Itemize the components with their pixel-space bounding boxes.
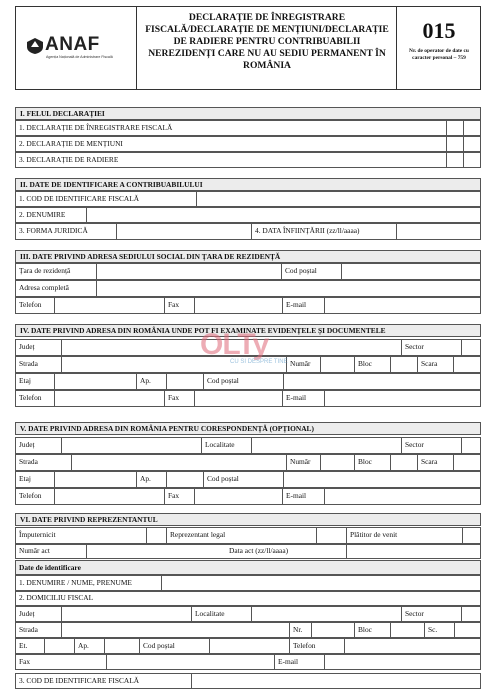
fax-label: Fax xyxy=(164,391,194,406)
representative-type-row xyxy=(15,527,481,544)
postal-code-label: Cod poștal xyxy=(139,639,209,653)
address-field[interactable] xyxy=(96,281,480,296)
rep-cif-field[interactable] xyxy=(191,674,480,688)
empowered-check[interactable] xyxy=(146,528,166,543)
email-label: E-mail xyxy=(282,391,324,406)
logo-cell xyxy=(15,6,137,90)
section-1-title: I. FELUL DECLARAȚIEI xyxy=(15,107,481,120)
stair-label: Scara xyxy=(417,357,453,372)
email-field[interactable] xyxy=(324,298,480,313)
stair-field[interactable] xyxy=(453,455,480,470)
rep-address-street-row xyxy=(15,622,481,638)
street-label: Strada xyxy=(19,625,38,634)
corr-address-street-row xyxy=(15,454,481,471)
floor-field[interactable] xyxy=(54,472,136,487)
block-label: Bloc xyxy=(354,357,390,372)
email-field[interactable] xyxy=(324,655,480,669)
fiscal-domicile-header xyxy=(15,591,481,606)
ro-address-contact-row xyxy=(15,390,481,407)
identification-data-label: Date de identificare xyxy=(19,563,81,572)
apartment-field[interactable] xyxy=(104,639,139,653)
postal-code-field[interactable] xyxy=(283,472,480,487)
block-field[interactable] xyxy=(390,623,424,637)
rep-address-floor-row xyxy=(15,638,481,654)
email-label: E-mail xyxy=(282,489,324,504)
block-label: Bloc xyxy=(354,623,390,637)
sector-field[interactable] xyxy=(461,438,480,453)
declaration-type-label: 3. DECLARAȚIE DE RADIERE xyxy=(19,155,119,164)
apartment-label: Ap. xyxy=(136,472,166,487)
stair-field[interactable] xyxy=(453,357,480,372)
legal-form-label: 3. FORMA JURIDICĂ xyxy=(19,226,88,235)
sector-field[interactable] xyxy=(461,607,480,621)
number-label: Nr. xyxy=(289,623,311,637)
county-label: Județ xyxy=(19,440,35,449)
locality-field[interactable] xyxy=(251,438,401,453)
identification-data-header xyxy=(15,560,481,575)
fax-field[interactable] xyxy=(106,655,274,669)
act-number-field[interactable] xyxy=(86,545,226,558)
form-code-cell xyxy=(396,6,481,90)
act-date-label: Data act (zz/ll/aaaa) xyxy=(229,546,289,555)
anaf-emblem-icon xyxy=(27,38,43,54)
denumire-label: 2. DENUMIRE xyxy=(19,210,66,219)
section-3-title: III. DATE PRIVIND ADRESA SEDIULUI SOCIAL DIN ȚARA DE REZIDENȚĂ xyxy=(15,250,481,263)
county-label: Județ xyxy=(19,609,35,618)
taxpayer-name-row xyxy=(15,207,481,223)
email-label: E-mail xyxy=(282,298,324,313)
floor-label: Et. xyxy=(19,641,28,650)
email-field[interactable] xyxy=(324,489,480,504)
rep-name-label: 1. DENUMIRE / NUME, PRENUME xyxy=(19,578,132,587)
block-label: Bloc xyxy=(354,455,390,470)
residence-country-row xyxy=(15,263,481,280)
operator-note: Nr. de operator de date cu caracter personal – 759 xyxy=(409,48,469,61)
full-address-row xyxy=(15,280,481,297)
representative-act-row xyxy=(15,544,481,559)
form-title xyxy=(140,12,394,86)
declaration-type-label: 2. DECLARAȚIE DE MENȚIUNI xyxy=(19,139,123,148)
anaf-logo xyxy=(27,36,137,66)
email-field[interactable] xyxy=(324,391,480,406)
fax-label: Fax xyxy=(164,298,194,313)
county-label: Județ xyxy=(19,342,35,351)
fax-field[interactable] xyxy=(194,298,282,313)
declaration-type-check[interactable] xyxy=(446,153,463,167)
rep-cif-label: 3. COD DE IDENTIFICARE FISCALĂ xyxy=(19,676,140,685)
empowered-label: Împuternicit xyxy=(19,530,56,539)
street-field[interactable] xyxy=(61,623,289,637)
stair-label: Scara xyxy=(417,455,453,470)
declaration-type-deregistration[interactable] xyxy=(15,152,481,168)
phone-field[interactable] xyxy=(54,391,164,406)
fiscal-domicile-label: 2. DOMICILIU FISCAL xyxy=(19,593,94,602)
act-date-field[interactable] xyxy=(346,545,480,558)
floor-field[interactable] xyxy=(44,639,74,653)
contact-row xyxy=(15,297,481,314)
section-5-title: V. DATE PRIVIND ADRESA DIN ROMÂNIA PENTRU CORESPONDENȚĂ (OPȚIONAL) xyxy=(15,422,481,435)
logo-subtitle: Agenția Națională de Administrare Fiscală xyxy=(46,55,113,59)
sector-label: Sector xyxy=(401,607,461,621)
legal-rep-check[interactable] xyxy=(316,528,346,543)
block-field[interactable] xyxy=(390,357,417,372)
fax-label: Fax xyxy=(164,489,194,504)
founding-date-label: 4. DATA ÎNFIINȚĂRII (zz/ll/aaaa) xyxy=(251,224,396,239)
number-field[interactable] xyxy=(320,455,354,470)
sector-field[interactable] xyxy=(461,340,480,355)
county-field[interactable] xyxy=(61,607,191,621)
phone-field[interactable] xyxy=(54,489,164,504)
denumire-field[interactable] xyxy=(86,208,480,222)
declaration-type-mentions[interactable] xyxy=(15,136,481,152)
logo-text: ANAF xyxy=(45,34,100,55)
postal-code-field[interactable] xyxy=(341,264,480,279)
street-field[interactable] xyxy=(71,455,286,470)
phone-label: Telefon xyxy=(19,300,42,309)
section-2-title: II. DATE DE IDENTIFICARE A CONTRIBUABILULUI xyxy=(15,178,481,191)
fax-label: Fax xyxy=(19,657,31,666)
declaration-type-check[interactable] xyxy=(446,137,463,151)
representative-name-row xyxy=(15,575,481,591)
sector-label: Sector xyxy=(401,438,461,453)
street-label: Strada xyxy=(19,359,38,368)
postal-code-field[interactable] xyxy=(283,374,480,389)
postal-code-field[interactable] xyxy=(209,639,289,653)
stair-field[interactable] xyxy=(454,623,480,637)
act-number-label: Număr act xyxy=(19,546,50,555)
floor-label: Etaj xyxy=(19,376,31,385)
declaration-type-check-2[interactable] xyxy=(463,153,480,167)
stair-label: Sc. xyxy=(424,623,454,637)
phone-label: Telefon xyxy=(19,393,42,402)
email-label: E-mail xyxy=(274,655,324,669)
street-label: Strada xyxy=(19,457,38,466)
postal-code-label: Cod poștal xyxy=(203,472,283,487)
apartment-label: Ap. xyxy=(136,374,166,389)
form-title-text: DECLARAȚIE DE ÎNREGISTRARE FISCALĂ/DECLARAȚIE DE MENȚIUNI/DECLARAȚIE DE RADIERE PENTRU CONTRIBUABILII NEREZIDENȚI CARE NU AU SEDIU PERMANENT ÎN ROMÂNIA xyxy=(145,12,389,71)
number-label: Număr xyxy=(286,357,320,372)
section-4-title: IV. DATE PRIVIND ADRESA DIN ROMÂNIA UNDE POT FI EXAMINATE EVIDENȚELE ȘI DOCUMENTELE xyxy=(15,324,481,337)
postal-code-label: Cod poștal xyxy=(203,374,283,389)
declaration-type-check[interactable] xyxy=(446,121,463,135)
watermark-logo xyxy=(200,328,300,372)
number-field[interactable] xyxy=(311,623,354,637)
rep-address-contact-row xyxy=(15,654,481,670)
apartment-field[interactable] xyxy=(166,472,203,487)
floor-label: Etaj xyxy=(19,474,31,483)
founding-date-field[interactable] xyxy=(396,224,480,239)
floor-field[interactable] xyxy=(54,374,136,389)
fax-field[interactable] xyxy=(194,391,282,406)
corr-address-floor-row xyxy=(15,471,481,488)
taxpayer-cif-row xyxy=(15,191,481,207)
declaration-type-check-2[interactable] xyxy=(463,121,480,135)
rep-cif-row xyxy=(15,673,481,689)
country-field[interactable] xyxy=(96,264,281,279)
number-label: Număr xyxy=(286,455,320,470)
rep-name-field[interactable] xyxy=(161,576,480,590)
corr-address-contact-row xyxy=(15,488,481,505)
sector-label: Sector xyxy=(401,340,461,355)
locality-label: Localitate xyxy=(201,438,251,453)
income-payer-check[interactable] xyxy=(462,528,480,543)
legal-form-field[interactable] xyxy=(116,224,251,239)
form-code: 015 xyxy=(422,18,456,43)
block-field[interactable] xyxy=(390,455,417,470)
ro-address-floor-row xyxy=(15,373,481,390)
country-label: Țara de rezidență xyxy=(19,266,71,275)
phone-label: Telefon xyxy=(19,491,42,500)
watermark-subtext: CU SI DESPRE TINE xyxy=(230,359,288,365)
declaration-type-label: 1. DECLARAȚIE DE ÎNREGISTRARE FISCALĂ xyxy=(19,123,173,132)
number-field[interactable] xyxy=(320,357,354,372)
address-label: Adresa completă xyxy=(19,283,69,292)
rep-address-county-row xyxy=(15,606,481,622)
cif-field[interactable] xyxy=(196,192,480,206)
section-6-title: VI. DATE PRIVIND REPREZENTANTUL xyxy=(15,513,481,526)
income-payer-label: Plătitor de venit xyxy=(346,528,462,543)
postal-code-label: Cod poștal xyxy=(281,264,341,279)
locality-field[interactable] xyxy=(251,607,401,621)
taxpayer-form-row xyxy=(15,223,481,240)
watermark-text: OLTy xyxy=(200,328,269,361)
apartment-label: Ap. xyxy=(74,639,104,653)
county-field[interactable] xyxy=(61,438,201,453)
phone-field[interactable] xyxy=(344,639,480,653)
cif-label: 1. COD DE IDENTIFICARE FISCALĂ xyxy=(19,194,140,203)
declaration-type-check-2[interactable] xyxy=(463,137,480,151)
locality-label: Localitate xyxy=(191,607,251,621)
declaration-type-fiscal-registration[interactable] xyxy=(15,120,481,136)
phone-field[interactable] xyxy=(54,298,164,313)
phone-label: Telefon xyxy=(289,639,344,653)
legal-rep-label: Reprezentant legal xyxy=(166,528,316,543)
fax-field[interactable] xyxy=(194,489,282,504)
corr-address-county-row xyxy=(15,437,481,454)
apartment-field[interactable] xyxy=(166,374,203,389)
